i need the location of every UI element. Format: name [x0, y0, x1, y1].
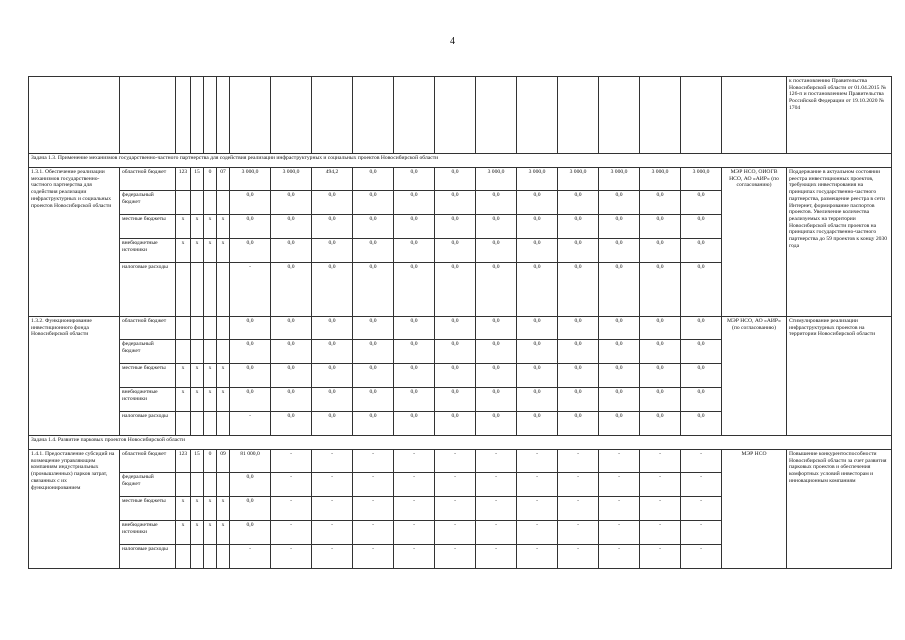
- year-amount: -: [517, 545, 558, 569]
- year-amount: -: [312, 545, 353, 569]
- year-amount: -: [476, 473, 517, 497]
- year-amount: -: [517, 473, 558, 497]
- budget-code: [176, 545, 191, 569]
- task-title: Задача 1.3. Применение механизмов государственно-частного партнерства для содействия реализации инфраструктурных и социальных проектов Новосибирской области: [29, 154, 892, 168]
- year-amount: 3 000,0: [640, 168, 681, 191]
- total-amount: -: [230, 412, 271, 436]
- budget-code: [204, 473, 217, 497]
- year-amount: 0,0: [681, 317, 722, 340]
- budget-code: [176, 317, 191, 340]
- year-amount: -: [558, 545, 599, 569]
- year-amount: 0,0: [476, 215, 517, 239]
- year-amount: 0,0: [394, 168, 435, 191]
- funding-source: местные бюджеты: [120, 497, 176, 521]
- year-amount: 0,0: [394, 215, 435, 239]
- year-amount: 0,0: [394, 317, 435, 340]
- empty-cell: [176, 77, 191, 154]
- year-amount: 0,0: [558, 317, 599, 340]
- year-amount: -: [271, 545, 312, 569]
- year-amount: -: [394, 450, 435, 473]
- budget-code: [176, 340, 191, 364]
- budget-code: x: [191, 215, 204, 239]
- page-number: 4: [450, 36, 455, 47]
- year-amount: 494,2: [312, 168, 353, 191]
- year-amount: -: [640, 545, 681, 569]
- header-continuation-row: [29, 77, 892, 154]
- total-amount: 0,0: [230, 191, 271, 215]
- year-amount: -: [394, 473, 435, 497]
- year-amount: 0,0: [353, 412, 394, 436]
- expected-result: Стимулирование реализации инфраструктурных проектов на территории Новосибирской области: [787, 317, 892, 436]
- budget-code: [217, 340, 230, 364]
- year-amount: 0,0: [640, 412, 681, 436]
- year-amount: 0,0: [476, 239, 517, 263]
- year-amount: -: [394, 545, 435, 569]
- year-amount: -: [394, 521, 435, 545]
- funding-source: местные бюджеты: [120, 215, 176, 239]
- budget-code: [191, 473, 204, 497]
- year-amount: 0,0: [271, 215, 312, 239]
- total-amount: 0,0: [230, 239, 271, 263]
- year-amount: -: [353, 545, 394, 569]
- year-amount: 0,0: [599, 388, 640, 412]
- budget-code: x: [191, 521, 204, 545]
- year-amount: 0,0: [312, 364, 353, 388]
- budget-code: 07: [217, 168, 230, 191]
- budget-code: [191, 263, 204, 317]
- year-amount: 0,0: [312, 412, 353, 436]
- year-amount: 0,0: [435, 317, 476, 340]
- year-amount: -: [271, 497, 312, 521]
- empty-cell: [271, 77, 312, 154]
- year-amount: -: [435, 473, 476, 497]
- measure-name: 1.3.1. Обеспечение реализации механизмов государственно-частного партнерства для содействия реализации инфраструктурных и социальных проектов Новосибирской области: [29, 168, 120, 317]
- budget-code: x: [176, 215, 191, 239]
- year-amount: 0,0: [271, 317, 312, 340]
- year-amount: 0,0: [271, 364, 312, 388]
- year-amount: 0,0: [640, 215, 681, 239]
- budget-code: x: [204, 388, 217, 412]
- year-amount: 0,0: [640, 317, 681, 340]
- budget-code: x: [204, 364, 217, 388]
- budget-code: [204, 263, 217, 317]
- executor: МЭР НСО, ОИОГВ НСО, АО «АИР» (по согласованию): [722, 168, 787, 317]
- funding-source: внебюджетные источники: [120, 239, 176, 263]
- budget-code: x: [191, 364, 204, 388]
- budget-code: [217, 412, 230, 436]
- year-amount: -: [517, 521, 558, 545]
- year-amount: 0,0: [517, 412, 558, 436]
- year-amount: 0,0: [558, 364, 599, 388]
- year-amount: 0,0: [435, 364, 476, 388]
- year-amount: -: [312, 450, 353, 473]
- budget-code: x: [204, 521, 217, 545]
- year-amount: 0,0: [640, 191, 681, 215]
- budget-code: [176, 263, 191, 317]
- year-amount: 0,0: [435, 215, 476, 239]
- year-amount: 0,0: [394, 191, 435, 215]
- year-amount: 3 000,0: [476, 168, 517, 191]
- total-amount: 81 000,0: [230, 450, 271, 473]
- empty-cell: [558, 77, 599, 154]
- year-amount: -: [599, 450, 640, 473]
- budget-code: x: [217, 497, 230, 521]
- funding-source: федеральный бюджет: [120, 473, 176, 497]
- year-amount: 0,0: [353, 215, 394, 239]
- year-amount: -: [476, 545, 517, 569]
- budget-code: 123: [176, 168, 191, 191]
- budget-code: x: [191, 497, 204, 521]
- funding-source: областной бюджет: [120, 317, 176, 340]
- year-amount: -: [353, 521, 394, 545]
- header-note: к постановлению Правительства Новосибирской области от 01.04.2015 № 126-п и постановлением Правительства Российской Федерации от 19.10.2020 № 1704: [787, 77, 892, 154]
- budget-code: x: [191, 239, 204, 263]
- year-amount: -: [681, 473, 722, 497]
- year-amount: 0,0: [517, 239, 558, 263]
- year-amount: -: [312, 473, 353, 497]
- total-amount: -: [230, 545, 271, 569]
- year-amount: -: [353, 450, 394, 473]
- budget-code: 0: [204, 168, 217, 191]
- year-amount: 0,0: [517, 317, 558, 340]
- year-amount: 0,0: [353, 364, 394, 388]
- total-amount: 0,0: [230, 521, 271, 545]
- year-amount: -: [271, 473, 312, 497]
- measure-name: 1.3.2. Функционирование инвестиционного фонда Новосибирской области: [29, 317, 120, 436]
- empty-cell: [204, 77, 217, 154]
- year-amount: 0,0: [271, 388, 312, 412]
- budget-code: 15: [191, 168, 204, 191]
- budget-code: x: [217, 364, 230, 388]
- budget-code: [204, 317, 217, 340]
- year-amount: -: [681, 521, 722, 545]
- year-amount: -: [599, 521, 640, 545]
- total-amount: 0,0: [230, 215, 271, 239]
- year-amount: 0,0: [599, 263, 640, 317]
- year-amount: -: [312, 497, 353, 521]
- funding-source: налоговые расходы: [120, 545, 176, 569]
- year-amount: 0,0: [476, 263, 517, 317]
- year-amount: 0,0: [353, 191, 394, 215]
- budget-code: [191, 317, 204, 340]
- year-amount: 0,0: [517, 340, 558, 364]
- year-amount: -: [435, 497, 476, 521]
- budget-code: [176, 191, 191, 215]
- year-amount: -: [435, 545, 476, 569]
- year-amount: 0,0: [312, 191, 353, 215]
- empty-cell: [353, 77, 394, 154]
- budget-code: [191, 412, 204, 436]
- total-amount: -: [230, 263, 271, 317]
- empty-cell: [312, 77, 353, 154]
- year-amount: 0,0: [353, 168, 394, 191]
- empty-cell: [394, 77, 435, 154]
- year-amount: 0,0: [435, 340, 476, 364]
- year-amount: 0,0: [312, 239, 353, 263]
- year-amount: 0,0: [640, 388, 681, 412]
- year-amount: 0,0: [558, 388, 599, 412]
- year-amount: 0,0: [640, 239, 681, 263]
- year-amount: 0,0: [558, 191, 599, 215]
- year-amount: 0,0: [353, 340, 394, 364]
- year-amount: 0,0: [558, 263, 599, 317]
- year-amount: 0,0: [681, 215, 722, 239]
- year-amount: 0,0: [476, 364, 517, 388]
- empty-cell: [435, 77, 476, 154]
- budget-code: [217, 545, 230, 569]
- task-title: Задача 1.4. Развитие парковых проектов Новосибирской области: [29, 436, 892, 450]
- year-amount: 0,0: [681, 412, 722, 436]
- year-amount: -: [558, 473, 599, 497]
- year-amount: 0,0: [476, 412, 517, 436]
- budget-code: 15: [191, 450, 204, 473]
- year-amount: 0,0: [558, 412, 599, 436]
- budget-code: [204, 191, 217, 215]
- empty-cell: [681, 77, 722, 154]
- year-amount: 0,0: [435, 388, 476, 412]
- year-amount: 0,0: [517, 215, 558, 239]
- budget-code: [204, 340, 217, 364]
- year-amount: 0,0: [558, 340, 599, 364]
- year-amount: -: [271, 521, 312, 545]
- year-amount: -: [681, 450, 722, 473]
- year-amount: 0,0: [476, 191, 517, 215]
- budget-code: x: [217, 215, 230, 239]
- year-amount: -: [271, 450, 312, 473]
- year-amount: 0,0: [353, 388, 394, 412]
- year-amount: 0,0: [394, 340, 435, 364]
- budget-code: [191, 545, 204, 569]
- budget-code: [176, 412, 191, 436]
- year-amount: -: [599, 497, 640, 521]
- year-amount: 0,0: [599, 215, 640, 239]
- executor: МЭР НСО, АО «АИР» (по согласованию): [722, 317, 787, 436]
- expected-result: Поддержание в актуальном состоянии реестра инвестиционных проектов, требующих инвестирования на принципах государственно-частного партнерства, размещение реестра в сети Интернет, формирование паспортов проектов. Увеличение количества реализуемых на территории Новосибирской области проектов на принципах государственно-частного партнерства до 59 проектов к концу 2030 года: [787, 168, 892, 317]
- year-amount: 0,0: [271, 239, 312, 263]
- table-row: [29, 168, 892, 191]
- budget-code: x: [204, 239, 217, 263]
- funding-source: федеральный бюджет: [120, 340, 176, 364]
- year-amount: 0,0: [435, 168, 476, 191]
- budget-code: x: [217, 239, 230, 263]
- budget-code: 0: [204, 450, 217, 473]
- year-amount: -: [435, 450, 476, 473]
- year-amount: 0,0: [599, 340, 640, 364]
- year-amount: -: [435, 521, 476, 545]
- budget-code: x: [191, 388, 204, 412]
- task-row: [29, 436, 892, 450]
- year-amount: -: [476, 497, 517, 521]
- year-amount: 0,0: [640, 364, 681, 388]
- budget-code: 123: [176, 450, 191, 473]
- total-amount: 0,0: [230, 497, 271, 521]
- year-amount: 0,0: [312, 263, 353, 317]
- empty-cell: [599, 77, 640, 154]
- year-amount: 0,0: [476, 317, 517, 340]
- year-amount: 0,0: [681, 340, 722, 364]
- budget-code: x: [176, 497, 191, 521]
- budget-code: [217, 263, 230, 317]
- year-amount: 3 000,0: [517, 168, 558, 191]
- total-amount: 0,0: [230, 317, 271, 340]
- year-amount: 3 000,0: [558, 168, 599, 191]
- year-amount: 0,0: [271, 191, 312, 215]
- empty-cell: [517, 77, 558, 154]
- empty-cell: [29, 77, 120, 154]
- funding-source: областной бюджет: [120, 450, 176, 473]
- year-amount: 0,0: [353, 239, 394, 263]
- funding-source: налоговые расходы: [120, 263, 176, 317]
- year-amount: 0,0: [681, 388, 722, 412]
- empty-cell: [217, 77, 230, 154]
- empty-cell: [230, 77, 271, 154]
- budget-code: x: [204, 497, 217, 521]
- year-amount: 0,0: [435, 412, 476, 436]
- budget-code: x: [176, 239, 191, 263]
- total-amount: 0,0: [230, 364, 271, 388]
- empty-cell: [640, 77, 681, 154]
- year-amount: -: [353, 497, 394, 521]
- empty-cell: [722, 77, 787, 154]
- year-amount: -: [394, 497, 435, 521]
- budget-code: [217, 473, 230, 497]
- year-amount: 0,0: [681, 191, 722, 215]
- year-amount: 0,0: [476, 388, 517, 412]
- year-amount: -: [312, 521, 353, 545]
- year-amount: 0,0: [435, 191, 476, 215]
- year-amount: -: [681, 545, 722, 569]
- year-amount: 0,0: [271, 412, 312, 436]
- budget-code: [176, 473, 191, 497]
- year-amount: -: [640, 473, 681, 497]
- year-amount: 3 000,0: [271, 168, 312, 191]
- budget-code: [191, 191, 204, 215]
- budget-code: [217, 191, 230, 215]
- year-amount: -: [517, 450, 558, 473]
- empty-cell: [191, 77, 204, 154]
- funding-source: областной бюджет: [120, 168, 176, 191]
- budget-code: [204, 412, 217, 436]
- year-amount: -: [599, 473, 640, 497]
- year-amount: -: [476, 521, 517, 545]
- total-amount: 0,0: [230, 473, 271, 497]
- year-amount: 0,0: [394, 263, 435, 317]
- budget-code: [191, 340, 204, 364]
- year-amount: 0,0: [681, 364, 722, 388]
- year-amount: 0,0: [353, 317, 394, 340]
- year-amount: 0,0: [599, 317, 640, 340]
- table-row: [29, 450, 892, 473]
- year-amount: 0,0: [312, 215, 353, 239]
- budget-code: x: [176, 364, 191, 388]
- year-amount: 0,0: [599, 364, 640, 388]
- year-amount: 0,0: [312, 388, 353, 412]
- measure-name: 1.4.1. Предоставление субсидий на возмещение управляющим компаниям индустриальных (промышленных) парков затрат, связанных с их функционированием: [29, 450, 120, 569]
- year-amount: 0,0: [271, 263, 312, 317]
- year-amount: 0,0: [394, 412, 435, 436]
- year-amount: 0,0: [517, 388, 558, 412]
- year-amount: 0,0: [681, 239, 722, 263]
- budget-code: [217, 317, 230, 340]
- funding-source: внебюджетные источники: [120, 521, 176, 545]
- program-measures-table: [28, 76, 892, 569]
- year-amount: 0,0: [353, 263, 394, 317]
- empty-cell: [476, 77, 517, 154]
- year-amount: 0,0: [599, 191, 640, 215]
- total-amount: 0,0: [230, 388, 271, 412]
- year-amount: 0,0: [394, 388, 435, 412]
- total-amount: 0,0: [230, 340, 271, 364]
- funding-source: внебюджетные источники: [120, 388, 176, 412]
- funding-source: налоговые расходы: [120, 412, 176, 436]
- funding-source: федеральный бюджет: [120, 191, 176, 215]
- year-amount: 0,0: [517, 364, 558, 388]
- year-amount: 0,0: [312, 340, 353, 364]
- year-amount: 0,0: [517, 263, 558, 317]
- budget-code: x: [217, 521, 230, 545]
- year-amount: 0,0: [681, 263, 722, 317]
- year-amount: 0,0: [435, 263, 476, 317]
- year-amount: 3 000,0: [599, 168, 640, 191]
- budget-code: 09: [217, 450, 230, 473]
- executor: МЭР НСО: [722, 450, 787, 569]
- year-amount: -: [558, 497, 599, 521]
- task-row: [29, 154, 892, 168]
- year-amount: -: [517, 497, 558, 521]
- year-amount: 0,0: [640, 340, 681, 364]
- year-amount: 0,0: [517, 191, 558, 215]
- year-amount: 0,0: [394, 364, 435, 388]
- total-amount: 3 000,0: [230, 168, 271, 191]
- year-amount: -: [476, 450, 517, 473]
- year-amount: 0,0: [271, 340, 312, 364]
- year-amount: -: [599, 545, 640, 569]
- year-amount: 0,0: [394, 239, 435, 263]
- year-amount: -: [558, 521, 599, 545]
- funding-source: местные бюджеты: [120, 364, 176, 388]
- budget-code: x: [176, 388, 191, 412]
- year-amount: 0,0: [599, 239, 640, 263]
- year-amount: -: [640, 450, 681, 473]
- budget-code: x: [217, 388, 230, 412]
- empty-cell: [120, 77, 176, 154]
- budget-code: [204, 545, 217, 569]
- year-amount: 0,0: [640, 263, 681, 317]
- year-amount: 0,0: [476, 340, 517, 364]
- year-amount: -: [640, 497, 681, 521]
- year-amount: 0,0: [312, 317, 353, 340]
- year-amount: -: [353, 473, 394, 497]
- year-amount: 3 000,0: [681, 168, 722, 191]
- budget-code: x: [176, 521, 191, 545]
- year-amount: -: [640, 521, 681, 545]
- expected-result: Повышение конкурентоспособности Новосибирской области за счет развития парковых проектов и обеспечения комфортных условий инвесторам и инновационным компаниям: [787, 450, 892, 569]
- year-amount: 0,0: [599, 412, 640, 436]
- budget-code: x: [204, 215, 217, 239]
- year-amount: 0,0: [558, 239, 599, 263]
- table-row: [29, 317, 892, 340]
- year-amount: 0,0: [558, 215, 599, 239]
- year-amount: 0,0: [435, 239, 476, 263]
- year-amount: -: [558, 450, 599, 473]
- year-amount: -: [681, 497, 722, 521]
